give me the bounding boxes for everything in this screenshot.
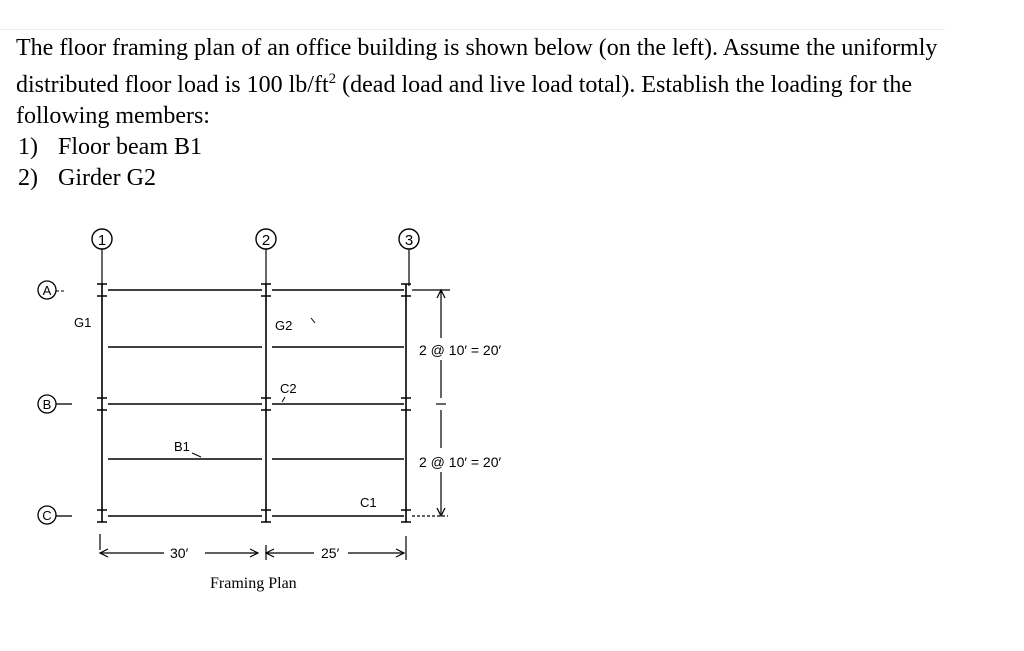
column-symbols [97, 284, 411, 522]
label-g1: G1 [74, 315, 92, 330]
floor-beam-lines [108, 347, 404, 459]
item-text: Girder G2 [58, 165, 156, 191]
span-left: 30′ [170, 545, 189, 561]
grid-label-a: A [42, 283, 52, 298]
grid-label-c: C [42, 508, 52, 523]
item-text: Floor beam B1 [58, 134, 202, 160]
label-c2: C2 [280, 381, 297, 396]
label-b1: B1 [174, 439, 190, 454]
label-c1: C1 [360, 495, 377, 510]
grid-bubble-1 [92, 229, 112, 286]
vertical-dimension [412, 290, 450, 516]
grid-bubble-2 [256, 229, 276, 286]
grid-label-3: 3 [404, 232, 414, 249]
grid-bubble-A [38, 281, 64, 299]
grid-bubble-3 [399, 229, 419, 286]
span-right: 25′ [321, 545, 340, 561]
plan-title: Framing Plan [210, 575, 297, 592]
girder-lines [108, 290, 404, 516]
grid-bubble-C [38, 506, 72, 524]
dimension-upper: 2 @ 10′ = 20′ [419, 342, 502, 358]
column-girder-lines [102, 296, 406, 510]
load-value: 100 lb/ft [246, 72, 329, 98]
item-number: 1) [18, 134, 38, 160]
label-g2: G2 [275, 318, 293, 333]
grid-label-2: 2 [261, 232, 271, 249]
intro-rest: (dead load and live load total). Establish the loading for the following members: [16, 72, 912, 129]
horizontal-dimension [100, 534, 406, 560]
dimension-lower: 2 @ 10′ = 20′ [419, 454, 502, 470]
load-exponent: 2 [328, 71, 337, 87]
intro-text: The floor framing plan of an office building is shown below (on the left). Assume the uniformly distributed floor load is [16, 35, 938, 98]
grid-label-b: B [42, 397, 52, 412]
grid-bubble-B [38, 395, 72, 413]
grid-label-1: 1 [97, 232, 107, 249]
item-number: 2) [18, 165, 38, 191]
